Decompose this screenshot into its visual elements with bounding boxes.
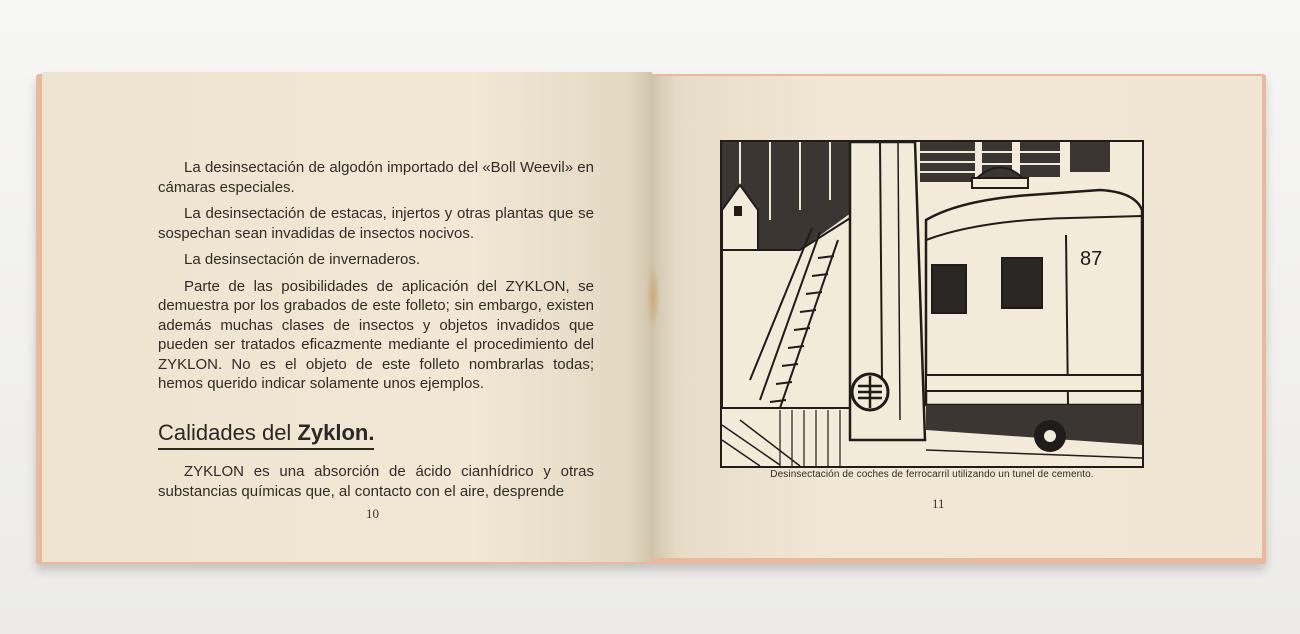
left-page-text [158, 158, 594, 401]
left-page [42, 72, 652, 562]
car-number: 87 [1080, 248, 1103, 270]
right-page [652, 76, 1262, 558]
paragraph-boll-weevil: La desinsectación de algodón importado del «Boll Weevil» en cámaras especiales. [158, 159, 594, 196]
paragraph-estacas: La desinsectación de estacas, injertos y otras plantas que se sospechan sean invadidas de insectos nocivos. [158, 205, 594, 242]
heading-prefix: Calidades del [158, 420, 292, 445]
page-number-left: 10 [366, 506, 379, 521]
paragraph-zyklon-absorcion: ZYKLON es una absorción de ácido cianhídrico y otras substancias químicas que, al contacto con el aire, desprende [158, 463, 594, 500]
paragraph-zyklon-aplicacion: Parte de las posibilidades de aplicación del ZYKLON, se demuestra por los grabados de este folleto; sin embargo, existen además muchas clases de insectos y objetos invadidos que pueden ser tratados eficazmente mediante el procedimiento del ZYKLON. No es el objeto de este folleto nombrarlas todas; hemos querido indicar solamente unos ejemplos. [158, 277, 594, 392]
page-number-right: 11 [932, 496, 945, 511]
heading-bold: Zyklon. [297, 420, 375, 445]
illustration-caption: Desinsectación de coches de ferrocarril utilizando un tunel de cemento. [770, 469, 1094, 480]
gutter-stain [646, 262, 660, 332]
paragraph-invernaderos: La desinsectación de invernaderos. [184, 251, 420, 268]
section-heading [158, 420, 374, 450]
railway-car-illustration [720, 140, 1144, 468]
left-page-closing-text [158, 462, 594, 501]
